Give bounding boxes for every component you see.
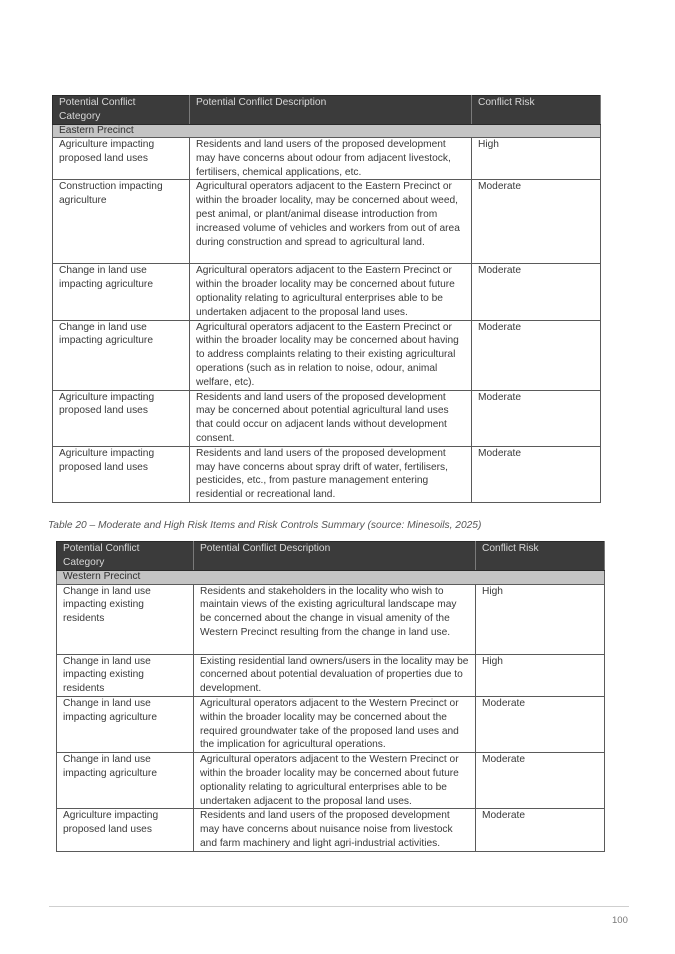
table-row — [57, 696, 605, 752]
row-description: Agricultural operators adjacent to the Eastern Precinct or within the broader locality may be concerned about future optionality relating to agricultural enterprises able to be undertaken adjacent to the proposal land uses. — [190, 264, 472, 320]
table-row — [57, 584, 605, 654]
section-row — [53, 125, 601, 138]
row-category: Change in land use impacting existing residents — [57, 584, 194, 654]
row-risk: Moderate — [476, 696, 605, 752]
row-risk: High — [472, 138, 601, 180]
row-category: Agriculture impacting proposed land uses — [57, 809, 194, 851]
table-caption: Table 20 – Moderate and High Risk Items and Risk Controls Summary (source: Minesoils, 2025) — [48, 520, 482, 531]
table-row — [53, 138, 601, 180]
row-description: Existing residential land owners/users in the locality may be concerned about potential devaluation of properties due to development. — [194, 654, 476, 696]
row-category: Change in land use impacting agriculture — [57, 753, 194, 809]
row-category: Agriculture impacting proposed land uses — [53, 138, 190, 180]
page-number: 100 — [612, 915, 628, 926]
table-row — [57, 753, 605, 809]
row-description: Residents and stakeholders in the locality who wish to maintain views of the existing agricultural landscape may be concerned about the change in visual amenity of the Western Precinct resulting from the change in land use. — [194, 584, 476, 654]
row-risk: Moderate — [476, 809, 605, 851]
row-description: Residents and land users of the proposed development may be concerned about potential agricultural land uses that could occur on adjacent lands without development consent. — [190, 390, 472, 446]
table-header-row — [57, 542, 605, 571]
row-description: Agricultural operators adjacent to the Western Precinct or within the broader locality may be concerned about future optionality relating to agricultural enterprises able to be undertaken adjacent to the proposal land uses. — [194, 753, 476, 809]
header-description: Potential Conflict Description — [190, 96, 472, 125]
row-risk: Moderate — [476, 753, 605, 809]
row-risk: Moderate — [472, 264, 601, 320]
table-row — [53, 390, 601, 446]
row-risk: Moderate — [472, 320, 601, 390]
row-risk: Moderate — [472, 446, 601, 502]
table-header-row — [53, 96, 601, 125]
footer-divider — [49, 906, 629, 907]
header-risk: Conflict Risk — [472, 96, 601, 125]
row-category: Change in land use impacting agriculture — [57, 696, 194, 752]
table-row — [57, 809, 605, 851]
row-description: Residents and land users of the proposed development may have concerns about spray drift of water, fertilisers, pesticides, etc., from pasture management entering residential or recreational land. — [190, 446, 472, 502]
row-description: Agricultural operators adjacent to the Eastern Precinct or within the broader locality, may be concerned about weed, pest animal, or plant/animal disease introduction from increased volume of vehicles and workers from out of area during construction and spread to agricultural land. — [190, 180, 472, 264]
row-risk: High — [476, 584, 605, 654]
western-precinct-table — [56, 541, 605, 852]
row-category: Agriculture impacting proposed land uses — [53, 390, 190, 446]
row-category: Construction impacting agriculture — [53, 180, 190, 264]
row-risk: Moderate — [472, 390, 601, 446]
table-row — [53, 320, 601, 390]
header-description: Potential Conflict Description — [194, 542, 476, 571]
row-description: Residents and land users of the proposed development may have concerns about nuisance noise from livestock and farm machinery and light agri-industrial activities. — [194, 809, 476, 851]
row-description: Residents and land users of the proposed development may have concerns about odour from adjacent livestock, fertilisers, chemical applications, etc. — [190, 138, 472, 180]
table-row — [53, 180, 601, 264]
row-risk: High — [476, 654, 605, 696]
row-risk: Moderate — [472, 180, 601, 264]
table-row — [57, 654, 605, 696]
eastern-precinct-table — [52, 95, 601, 503]
row-description: Agricultural operators adjacent to the Eastern Precinct or within the broader locality may be concerned about having to address complaints relating to their existing agricultural operations (such as in relation to noise, odour, animal welfare, etc). — [190, 320, 472, 390]
header-category: Potential Conflict Category — [53, 96, 190, 125]
row-description: Agricultural operators adjacent to the Western Precinct or within the broader locality may be concerned about the required groundwater take of the proposed land uses and the implication for agricultural operations. — [194, 696, 476, 752]
section-label: Eastern Precinct — [53, 125, 601, 138]
row-category: Change in land use impacting existing residents — [57, 654, 194, 696]
header-risk: Conflict Risk — [476, 542, 605, 571]
row-category: Change in land use impacting agriculture — [53, 264, 190, 320]
row-category: Change in land use impacting agriculture — [53, 320, 190, 390]
table-row — [53, 264, 601, 320]
row-category: Agriculture impacting proposed land uses — [53, 446, 190, 502]
table-row — [53, 446, 601, 502]
section-label: Western Precinct — [57, 570, 605, 584]
section-row — [57, 570, 605, 584]
header-category: Potential Conflict Category — [57, 542, 194, 571]
